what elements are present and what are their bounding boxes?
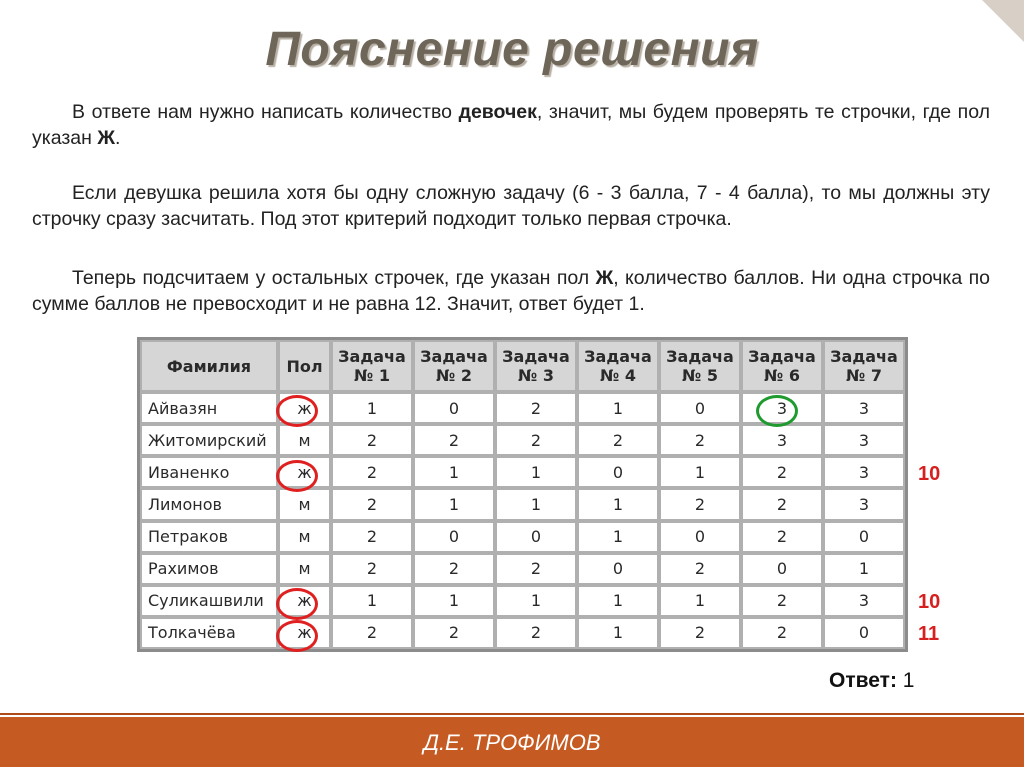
score-cell: 0 [823, 617, 905, 649]
score-cell: 3 [823, 424, 905, 456]
score-cell: 0 [741, 553, 823, 585]
score-cell: 1 [823, 553, 905, 585]
p3-text-c: , количество баллов. Ни одна строчка по сумме баллов не превосходит и не равна 12. Значит, ответ будет 1. [32, 267, 991, 315]
answer-value: 1 [902, 669, 915, 692]
score-cell: 1 [495, 456, 577, 488]
p1-bold-zh: Ж [97, 127, 115, 149]
p1-text-c: , значит, мы будем проверять те строчки, где пол указан [32, 101, 990, 149]
score-cell: 3 [823, 488, 905, 520]
p1-bold-girls: девочек [458, 101, 537, 123]
gender-cell: м [278, 553, 331, 585]
table-row [140, 424, 905, 456]
results-table [137, 337, 908, 652]
header-cell: Пол [278, 340, 331, 392]
answer [829, 669, 914, 693]
surname-cell: Суликашвили [140, 585, 278, 617]
score-cell: 2 [659, 488, 741, 520]
header-cell: Задача № 2 [413, 340, 495, 392]
score-cell: 0 [823, 521, 905, 553]
score-cell: 2 [331, 521, 413, 553]
score-cell: 1 [577, 488, 659, 520]
score-tolkacheva: 11 [918, 623, 940, 645]
red-circle-highlight [276, 620, 318, 652]
score-cell: 0 [577, 553, 659, 585]
gender-cell: м [278, 488, 331, 520]
score-cell: 2 [331, 456, 413, 488]
score-cell: 2 [331, 617, 413, 649]
score-cell: 1 [577, 585, 659, 617]
slide-title: Пояснение решения [265, 23, 759, 76]
gender-cell: ж [278, 392, 331, 424]
score-cell: 3 [823, 585, 905, 617]
score-cell: 2 [331, 488, 413, 520]
score-cell: 0 [495, 521, 577, 553]
score-cell: 2 [741, 488, 823, 520]
score-cell: 2 [495, 617, 577, 649]
header-cell: Задача № 7 [823, 340, 905, 392]
surname-cell: Иваненко [140, 456, 278, 488]
score-cell: 2 [331, 424, 413, 456]
red-circle-highlight [276, 395, 318, 427]
score-cell: 1 [331, 392, 413, 424]
score-cell: 2 [577, 424, 659, 456]
score-cell: 2 [413, 617, 495, 649]
score-cell: 2 [741, 456, 823, 488]
surname-cell: Житомирский [140, 424, 278, 456]
surname-cell: Толкачёва [140, 617, 278, 649]
score-cell: 3 [741, 424, 823, 456]
score-cell: 1 [659, 585, 741, 617]
score-cell: 2 [741, 585, 823, 617]
score-cell: 2 [413, 553, 495, 585]
score-cell: 2 [659, 424, 741, 456]
table-row [140, 553, 905, 585]
header-cell: Задача № 5 [659, 340, 741, 392]
header-cell: Фамилия [140, 340, 278, 392]
p3-text-a: Теперь подсчитаем у остальных строчек, где указан пол [72, 267, 596, 289]
score-cell: 0 [413, 392, 495, 424]
score-cell: 1 [495, 488, 577, 520]
score-cell: 2 [495, 424, 577, 456]
header-cell: Задача № 4 [577, 340, 659, 392]
footer-bar [0, 717, 1024, 767]
surname-cell: Айвазян [140, 392, 278, 424]
score-cell: 0 [413, 521, 495, 553]
header-cell: Задача № 3 [495, 340, 577, 392]
gender-cell: ж [278, 456, 331, 488]
surname-cell: Лимонов [140, 488, 278, 520]
score-cell: 1 [413, 488, 495, 520]
score-sulikashvili: 10 [918, 591, 941, 613]
table-header-row [140, 340, 905, 392]
score-cell: 0 [577, 456, 659, 488]
score-cell: 2 [413, 424, 495, 456]
score-cell: 1 [495, 585, 577, 617]
score-cell: 2 [659, 553, 741, 585]
score-cell: 3 [823, 456, 905, 488]
p2-text: Если девушка решила хотя бы одну сложную задачу (6 - 3 балла, 7 - 4 балла), то мы должны эту строчку сразу засчитать. Под этот критерий подходит только первая строчка. [32, 182, 990, 230]
red-circle-highlight [276, 460, 318, 492]
score-cell: 1 [577, 392, 659, 424]
table-row [140, 585, 905, 617]
score-cell: 1 [659, 456, 741, 488]
red-circle-highlight [276, 588, 318, 620]
answer-label: Ответ: [829, 669, 897, 692]
gender-cell: м [278, 424, 331, 456]
p1-text-a: В ответе нам нужно написать количество [72, 101, 459, 123]
gender-cell: ж [278, 585, 331, 617]
score-cell: 1 [577, 521, 659, 553]
score-cell: 0 [659, 392, 741, 424]
score-cell: 2 [741, 617, 823, 649]
table-row [140, 488, 905, 520]
paragraph-2 [32, 180, 990, 232]
header-cell: Задача № 1 [331, 340, 413, 392]
score-cell: 1 [413, 456, 495, 488]
score-cell: 2 [495, 392, 577, 424]
p1-text-e: . [114, 127, 121, 149]
score-cell: 1 [331, 585, 413, 617]
score-cell: 0 [659, 521, 741, 553]
score-ivanenko: 10 [918, 463, 941, 485]
score-cell: 1 [413, 585, 495, 617]
score-cell: 2 [741, 521, 823, 553]
p3-bold-zh: Ж [595, 267, 614, 289]
header-cell: Задача № 6 [741, 340, 823, 392]
table-row [140, 456, 905, 488]
table-row [140, 521, 905, 553]
paragraph-3 [32, 265, 990, 317]
paragraph-1 [32, 99, 990, 151]
footer-divider [0, 713, 1024, 715]
score-cell: 3 [823, 392, 905, 424]
score-cell: 2 [331, 553, 413, 585]
surname-cell: Рахимов [140, 553, 278, 585]
score-cell: 2 [495, 553, 577, 585]
score-cell: 3 [741, 392, 823, 424]
table-row [140, 617, 905, 649]
gender-cell: ж [278, 617, 331, 649]
green-circle-highlight [756, 395, 798, 427]
score-cell: 2 [659, 617, 741, 649]
surname-cell: Петраков [140, 521, 278, 553]
footer-author: Д.Е. ТРОФИМОВ [423, 730, 601, 755]
gender-cell: м [278, 521, 331, 553]
score-cell: 1 [577, 617, 659, 649]
